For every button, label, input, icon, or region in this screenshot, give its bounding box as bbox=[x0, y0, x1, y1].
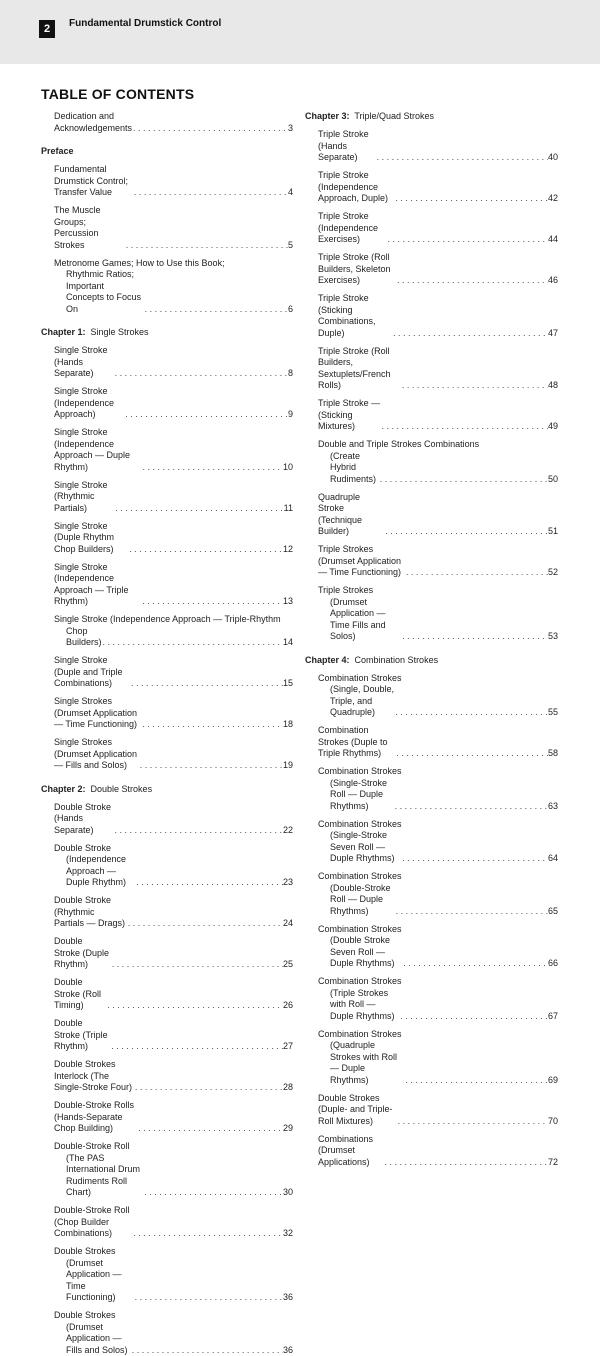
entry-title-cont: (Single-Stroke Roll — Duple Rhythms) bbox=[330, 778, 394, 813]
toc-entry[interactable] bbox=[305, 252, 558, 287]
toc-left-column bbox=[41, 111, 293, 1356]
toc-entry[interactable] bbox=[41, 345, 293, 380]
toc-entry[interactable] bbox=[41, 737, 293, 772]
entry-page: 46 bbox=[548, 275, 558, 287]
toc-entry[interactable] bbox=[41, 977, 293, 1012]
entry-page: 15 bbox=[283, 678, 293, 690]
entry-title: Double-Stroke Roll (Chop Builder Combinations) bbox=[54, 1205, 132, 1240]
entry-title: Single Stroke (Independence Approach — Triple-Rhythm bbox=[54, 614, 293, 626]
entry-page: 47 bbox=[548, 328, 558, 340]
section-heading-chapter-4: Chapter 4: Combination Strokes bbox=[305, 655, 558, 667]
toc-entry[interactable] bbox=[305, 585, 558, 643]
entry-page: 52 bbox=[548, 567, 558, 579]
entry-page: 26 bbox=[283, 1000, 293, 1012]
entry-title: The Muscle Groups; Percussion Strokes bbox=[54, 205, 125, 251]
entry-title: Single Stroke (Duple Rhythm Chop Builders) bbox=[54, 521, 128, 556]
entry-title-cont: (The PAS International Drum Rudiments Roll Chart) bbox=[66, 1153, 143, 1199]
toc-entry[interactable] bbox=[305, 673, 558, 719]
section-heading-chapter-2: Chapter 2: Double Strokes bbox=[41, 784, 293, 796]
toc-entry[interactable] bbox=[41, 480, 293, 515]
entry-page: 64 bbox=[548, 853, 558, 865]
entry-page: 50 bbox=[548, 474, 558, 486]
entry-page: 18 bbox=[283, 719, 293, 731]
entry-title: Double-Stroke Rolls (Hands-Separate Chop Building) bbox=[54, 1100, 137, 1135]
toc-entry[interactable] bbox=[41, 1100, 293, 1135]
toc-entry[interactable] bbox=[305, 1029, 558, 1087]
toc-entry[interactable] bbox=[305, 129, 558, 164]
entry-page: 55 bbox=[548, 707, 558, 719]
entry-title: Triple Stroke (Roll Builders, Skeleton Exercises) bbox=[318, 252, 396, 287]
toc-entry[interactable] bbox=[305, 544, 558, 579]
toc-right-column bbox=[305, 111, 558, 1168]
entry-title: Double Strokes (Duple- and Triple-Roll Mixtures) bbox=[318, 1093, 397, 1128]
toc-entry[interactable] bbox=[41, 1018, 293, 1053]
toc-entry[interactable] bbox=[305, 871, 558, 917]
entry-page: 36 bbox=[283, 1292, 293, 1304]
entry-page: 70 bbox=[548, 1116, 558, 1128]
toc-entry[interactable] bbox=[41, 1310, 293, 1356]
entry-title: Single Stroke (Independence Approach) bbox=[54, 386, 124, 421]
entry-page: 25 bbox=[283, 959, 293, 971]
section-heading-chapter-1: Chapter 1: Single Strokes bbox=[41, 327, 293, 339]
toc-entry[interactable] bbox=[305, 398, 558, 433]
entry-page: 29 bbox=[283, 1123, 293, 1135]
entry-page: 67 bbox=[548, 1011, 558, 1023]
toc-entry[interactable] bbox=[305, 1134, 558, 1169]
entry-page: 42 bbox=[548, 193, 558, 205]
entry-title: Combination Strokes bbox=[318, 871, 558, 883]
toc-entry[interactable] bbox=[305, 1093, 558, 1128]
entry-title: Double Strokes bbox=[54, 1310, 293, 1322]
entry-page: 40 bbox=[548, 152, 558, 164]
entry-page: 30 bbox=[283, 1187, 293, 1199]
entry-page: 28 bbox=[283, 1082, 293, 1094]
entry-title: Triple Stroke (Hands Separate) bbox=[318, 129, 376, 164]
toc-entry[interactable] bbox=[41, 111, 293, 134]
entry-title: Single Stroke (Rhythmic Partials) bbox=[54, 480, 114, 515]
toc-entry[interactable] bbox=[41, 258, 293, 316]
entry-page: 4 bbox=[288, 187, 293, 199]
entry-title-cont: (Quadruple Strokes with Roll — Duple Rhythms) bbox=[330, 1040, 404, 1086]
toc-entry[interactable] bbox=[41, 1141, 293, 1199]
entry-title: Combination Strokes bbox=[318, 976, 558, 988]
toc-entry[interactable] bbox=[41, 205, 293, 251]
entry-title: Single Strokes (Drumset Application — Fills and Solos) bbox=[54, 737, 139, 772]
entry-title: Triple Stroke — (Sticking Mixtures) bbox=[318, 398, 380, 433]
entry-page: 5 bbox=[288, 240, 293, 252]
entry-page: 44 bbox=[548, 234, 558, 246]
entry-title-cont: Rhythmic Ratios; Important Concepts to Focus On bbox=[66, 269, 144, 315]
entry-page: 9 bbox=[288, 409, 293, 421]
entry-title: Double Stroke (Duple Rhythm) bbox=[54, 936, 111, 971]
entry-title: Fundamental Drumstick Control; Transfer Value bbox=[54, 164, 133, 199]
page-header bbox=[0, 0, 600, 64]
entry-page: 48 bbox=[548, 380, 558, 392]
entry-page: 63 bbox=[548, 801, 558, 813]
entry-title: Double Stroke (Roll Timing) bbox=[54, 977, 106, 1012]
entry-page: 58 bbox=[548, 748, 558, 760]
section-heading-chapter-3: Chapter 3: Triple/Quad Strokes bbox=[305, 111, 558, 123]
toc-entry[interactable] bbox=[41, 164, 293, 199]
entry-title: Combination Strokes (Duple to Triple Rhythms) bbox=[318, 725, 395, 760]
toc-entry[interactable] bbox=[41, 802, 293, 837]
entry-title: Combinations (Drumset Applications) bbox=[318, 1134, 383, 1169]
toc-entry[interactable] bbox=[41, 655, 293, 690]
toc-entry[interactable] bbox=[305, 170, 558, 205]
entry-title-cont: (Drumset Application — Time Functioning) bbox=[66, 1258, 134, 1304]
entry-title: Combination Strokes bbox=[318, 766, 558, 778]
toc-entry[interactable] bbox=[305, 976, 558, 1022]
entry-title: Triple Stroke (Independence Approach, Duple) bbox=[318, 170, 394, 205]
toc-entry[interactable] bbox=[305, 492, 558, 538]
toc-entry[interactable] bbox=[41, 1246, 293, 1304]
entry-title: Triple Stroke (Roll Builders, Sextuplets/French Rolls) bbox=[318, 346, 401, 392]
entry-page: 12 bbox=[283, 544, 293, 556]
entry-title: Single Strokes (Drumset Application — Time Functioning) bbox=[54, 696, 141, 731]
entry-title-cont: (Drumset Application — Fills and Solos) bbox=[66, 1322, 131, 1356]
toc-entry[interactable] bbox=[41, 1205, 293, 1240]
entry-page: 72 bbox=[548, 1157, 558, 1169]
entry-title: Double Stroke (Triple Rhythm) bbox=[54, 1018, 110, 1053]
entry-title-cont: (Drumset Application — Time Fills and Solos) bbox=[330, 597, 401, 643]
entry-title: Single Stroke (Hands Separate) bbox=[54, 345, 114, 380]
entry-title: Metronome Games; How to Use this Book; bbox=[54, 258, 293, 270]
entry-page: 8 bbox=[288, 368, 293, 380]
entry-title: Combination Strokes bbox=[318, 924, 558, 936]
entry-page: 11 bbox=[284, 503, 293, 515]
entry-title: Quadruple Stroke (Technique Builder) bbox=[318, 492, 384, 538]
toc-entry[interactable] bbox=[41, 843, 293, 889]
toc-entry[interactable] bbox=[41, 936, 293, 971]
entry-page: 13 bbox=[283, 596, 293, 608]
entry-title-cont: (Create Hybrid Rudiments) bbox=[330, 451, 379, 486]
entry-title: Triple Stroke (Sticking Combinations, Duple) bbox=[318, 293, 392, 339]
entry-title: Single Stroke (Duple and Triple Combinations) bbox=[54, 655, 130, 690]
entry-page: 69 bbox=[548, 1075, 558, 1087]
entry-title-cont: Chop Builders) bbox=[66, 626, 102, 649]
entry-page: 3 bbox=[288, 123, 293, 135]
entry-page: 14 bbox=[283, 637, 293, 649]
entry-page: 6 bbox=[288, 304, 293, 316]
section-heading-preface: Preface bbox=[41, 146, 293, 158]
entry-page: 10 bbox=[283, 462, 293, 474]
entry-title: Double-Stroke Roll bbox=[54, 1141, 293, 1153]
entry-title-cont: (Independence Approach — Duple Rhythm) bbox=[66, 854, 135, 889]
entry-title-cont: (Double-Stroke Roll — Duple Rhythms) bbox=[330, 883, 395, 918]
toc-entry[interactable] bbox=[41, 696, 293, 731]
entry-title: Dedication and Acknowledgements bbox=[54, 111, 132, 134]
entry-title: Double Stroke bbox=[54, 843, 293, 855]
entry-title-cont: (Triple Strokes with Roll — Duple Rhythms) bbox=[330, 988, 399, 1023]
entry-title: Double Stroke (Hands Separate) bbox=[54, 802, 114, 837]
entry-title: Triple Strokes bbox=[318, 585, 558, 597]
entry-title: Combination Strokes bbox=[318, 673, 558, 685]
entry-page: 49 bbox=[548, 421, 558, 433]
toc-entry[interactable] bbox=[305, 346, 558, 392]
entry-title: Triple Stroke (Independence Exercises) bbox=[318, 211, 386, 246]
toc-entry[interactable] bbox=[305, 766, 558, 812]
entry-page: 53 bbox=[548, 631, 558, 643]
toc-entry[interactable] bbox=[41, 427, 293, 473]
entry-page: 24 bbox=[283, 918, 293, 930]
toc-title: TABLE OF CONTENTS bbox=[41, 86, 194, 102]
entry-title-cont: (Single, Double, Triple, and Quadruple) bbox=[330, 684, 394, 719]
entry-title: Triple Strokes (Drumset Application — Time Functioning) bbox=[318, 544, 405, 579]
toc-entry[interactable] bbox=[41, 895, 293, 930]
entry-page: 19 bbox=[283, 760, 293, 772]
toc-entry[interactable] bbox=[305, 439, 558, 485]
entry-page: 51 bbox=[548, 526, 558, 538]
entry-page: 36 bbox=[283, 1345, 293, 1356]
entry-page: 32 bbox=[283, 1228, 293, 1240]
entry-page: 23 bbox=[283, 877, 293, 889]
entry-title-cont: (Double Stroke Seven Roll — Duple Rhythms) bbox=[330, 935, 402, 970]
toc-entry[interactable] bbox=[305, 924, 558, 970]
entry-title-cont: (Single-Stroke Seven Roll — Duple Rhythms) bbox=[330, 830, 401, 865]
running-title: Fundamental Drumstick Control bbox=[69, 18, 221, 29]
entry-title: Single Stroke (Independence Approach — Triple Rhythm) bbox=[54, 562, 141, 608]
entry-title: Double Stroke (Rhythmic Partials — Drags) bbox=[54, 895, 127, 930]
toc-entry[interactable] bbox=[41, 614, 293, 649]
toc-entry[interactable] bbox=[41, 1059, 293, 1094]
entry-title: Double Strokes Interlock (The Single-Stroke Four) bbox=[54, 1059, 134, 1094]
entry-title: Combination Strokes bbox=[318, 1029, 558, 1041]
entry-title: Double and Triple Strokes Combinations bbox=[318, 439, 558, 451]
toc-entry[interactable] bbox=[41, 562, 293, 608]
entry-page: 27 bbox=[283, 1041, 293, 1053]
entry-title: Single Stroke (Independence Approach — Duple Rhythm) bbox=[54, 427, 142, 473]
entry-page: 22 bbox=[283, 825, 293, 837]
toc-entry[interactable] bbox=[305, 819, 558, 865]
toc-entry[interactable] bbox=[305, 211, 558, 246]
toc-entry[interactable] bbox=[41, 521, 293, 556]
entry-page: 66 bbox=[548, 958, 558, 970]
entry-title: Double Strokes bbox=[54, 1246, 293, 1258]
toc-entry[interactable] bbox=[305, 293, 558, 339]
entry-title: Combination Strokes bbox=[318, 819, 558, 831]
entry-page: 65 bbox=[548, 906, 558, 918]
toc-entry[interactable] bbox=[41, 386, 293, 421]
page-number: 2 bbox=[39, 20, 55, 38]
toc-entry[interactable] bbox=[305, 725, 558, 760]
